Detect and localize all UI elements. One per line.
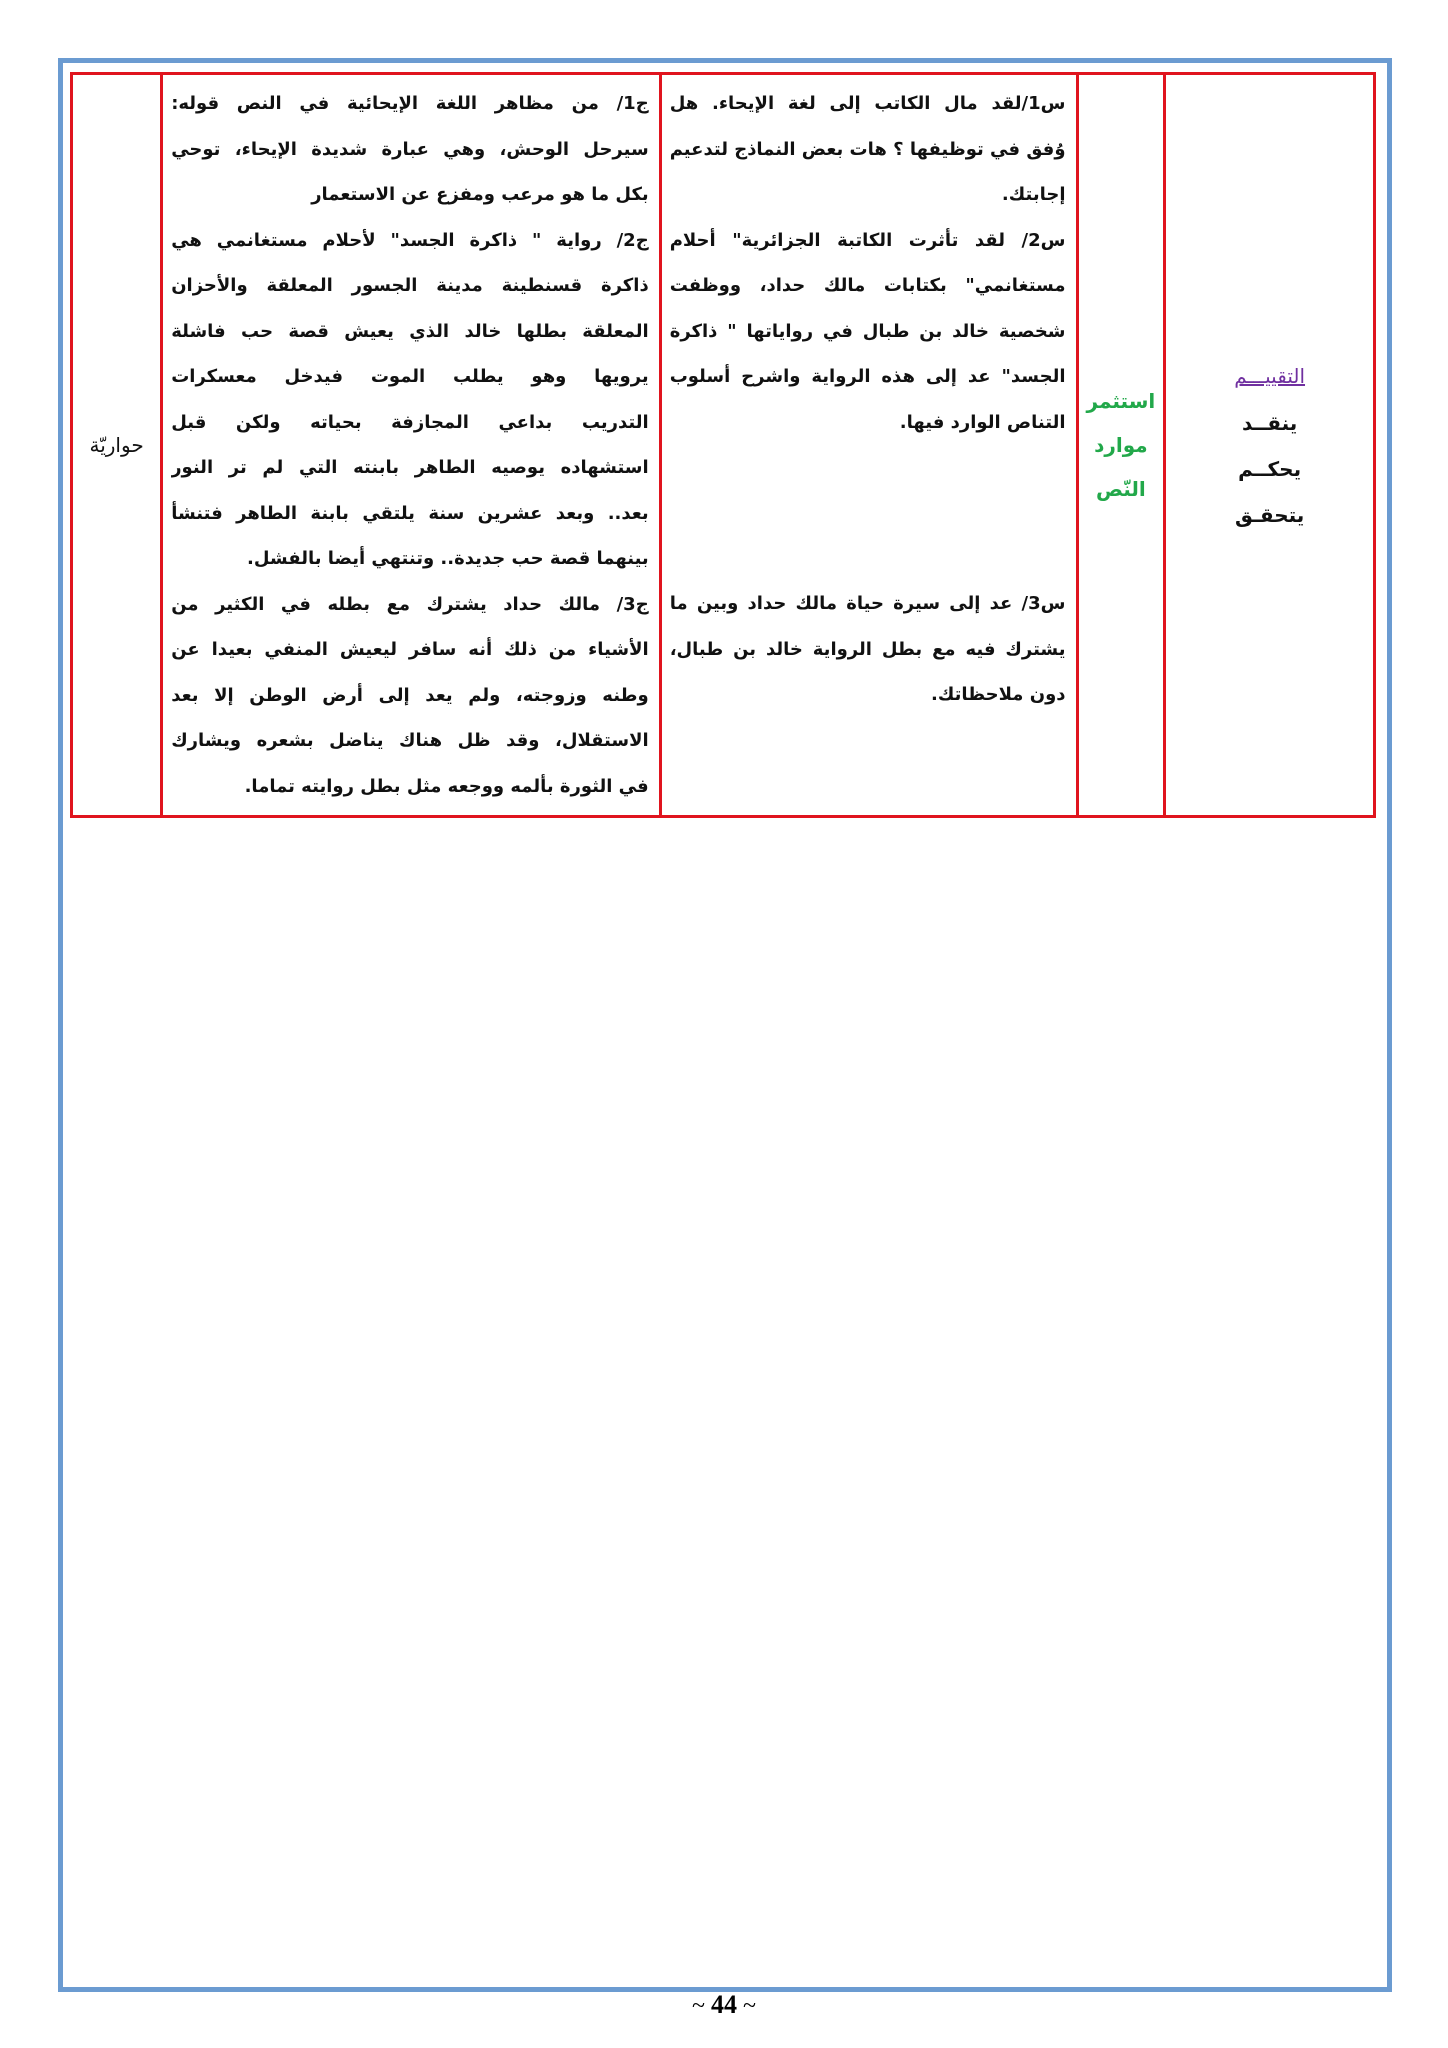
text-line: س2/ لقد تأثرت الكاتبة الجزائرية" أحلام [669, 229, 1066, 251]
text-line: مستغانمي" بكتابات مالك حداد، ووظفت [669, 275, 1066, 296]
resource-text: استثمر [1086, 389, 1156, 413]
activity-type-cell [72, 74, 162, 817]
text-line: دون ملاحظاتك. [931, 684, 1066, 705]
text-line: المعلقة بطلها خالد الذي يعيش قصة حب فاشلة [171, 320, 649, 342]
question-1 [670, 81, 1066, 218]
text-line: يشترك فيه مع بطل الرواية خالد بن طبال، [669, 638, 1066, 660]
question-3 [670, 581, 1066, 718]
evaluation-title: التقييـــم [1234, 364, 1306, 388]
text-line: وطنه وزوجته، ولم يعد إلى أرض الوطن إلا بعد [171, 684, 649, 706]
text-line: بكل ما هو مرعب ومفزع عن الاستعمار [311, 184, 649, 205]
answer-2 [171, 218, 649, 582]
tilde-left: ~ [692, 1993, 705, 2019]
answer-3 [171, 582, 649, 810]
tilde-right: ~ [743, 1993, 756, 2019]
text-line: الجسد" عد إلى هذه الرواية واشرح أسلوب [669, 366, 1066, 387]
table-row [72, 74, 1375, 817]
text-line: س1/لقد مال الكاتب إلى لغة الإيحاء. هل [669, 93, 1066, 114]
questions-cell [660, 74, 1077, 817]
text-line: شخصية خالد بن طبال في رواياتها " ذاكرة [669, 320, 1066, 342]
text-line: ذاكرة قسنطينة مدينة الجسور المعلقة والأحزان [171, 275, 649, 296]
answers-cell [162, 74, 661, 817]
answer-1 [171, 81, 649, 218]
evaluation-verb: يحكــم [1238, 457, 1302, 481]
text-line: ج2/ رواية " ذاكرة الجسد" لأحلام مستغانمي هي [171, 229, 649, 251]
resource-text: النّص [1095, 477, 1146, 501]
page-number [0, 1990, 1448, 2020]
activity-type: حواريّة [89, 433, 144, 457]
text-line: إجابتك. [1001, 184, 1066, 205]
text-line: يرويها وهو يطلب الموت فيدخل معسكرات [171, 366, 649, 387]
text-line: وُفق في توظيفها ؟ هات بعض النماذج لتدعيم [669, 138, 1066, 160]
text-line: التدريب بداعي المجازفة بحياته ولكن قبل [171, 411, 649, 433]
question-2 [670, 218, 1066, 446]
resource-cell [1077, 74, 1165, 817]
text-line: الاستقلال، وقد ظل هناك يناضل بشعره ويشارك [171, 730, 649, 751]
text-line: بينهما قصة حب جديدة.. وتنتهي أيضا بالفشل. [247, 548, 649, 569]
resource-text: موارد [1094, 433, 1148, 457]
text-line: ج1/ من مظاهر اللغة الإيحائية في النص قوله: [171, 93, 649, 114]
text-line: سيرحل الوحش، وهي عبارة شديدة الإيحاء، توحي [171, 138, 649, 160]
spacer [670, 445, 1066, 581]
text-line: استشهاده يوصيه الطاهر بابنته التي لم تر النور [171, 457, 649, 478]
text-line: س3/ عد إلى سيرة حياة مالك حداد وبين ما [669, 593, 1066, 614]
evaluation-verb: يتحقـق [1234, 503, 1305, 527]
evaluation-verb: ينقــد [1241, 411, 1298, 435]
text-line: ج3/ مالك حداد يشترك مع بطله في الكثير من [171, 593, 649, 615]
evaluation-cell [1165, 74, 1375, 817]
text-line: في الثورة بألمه ووجعه مثل بطل روايته تماما. [244, 775, 649, 797]
lesson-table [70, 72, 1376, 818]
page-number-value: 44 [711, 1990, 737, 2019]
text-line: التناص الوارد فيها. [899, 411, 1066, 433]
text-line: الأشياء من ذلك أنه سافر ليعيش المنفي بعيدا عن [171, 639, 649, 660]
text-line: بعد.. وبعد عشرين سنة يلتقي بابنة الطاهر فتنشأ [171, 502, 649, 524]
